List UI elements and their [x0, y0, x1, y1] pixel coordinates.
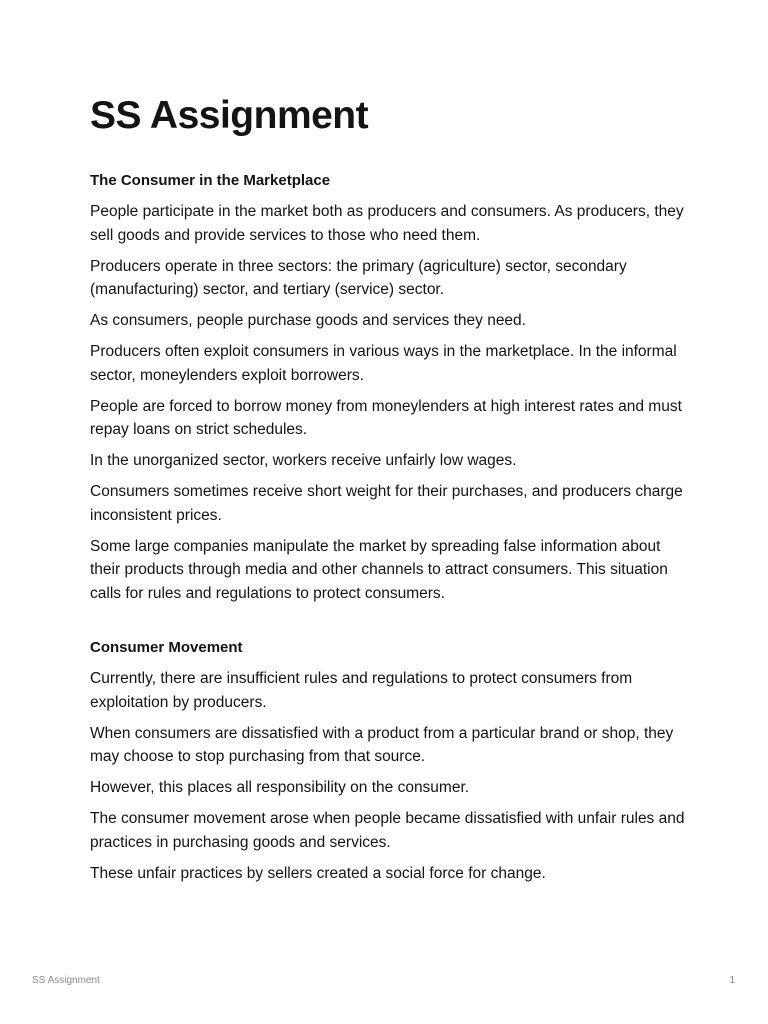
section-heading: The Consumer in the Marketplace	[90, 172, 331, 189]
page-title: SS Assignment	[90, 94, 369, 137]
paragraph: The consumer movement arose when people became dissatisfied with unfair rules and practices in purchasing goods and services.	[90, 810, 685, 851]
section-consumer-in-marketplace	[90, 170, 690, 605]
document-body	[90, 92, 690, 893]
section-heading: Consumer Movement	[90, 639, 243, 656]
paragraph: Producers often exploit consumers in various ways in the marketplace. In the informal sector, moneylenders exploit borrowers.	[90, 343, 677, 384]
paragraph: These unfair practices by sellers created a social force for change.	[90, 864, 546, 882]
paragraph: People are forced to borrow money from moneylenders at high interest rates and must repay loans on strict schedules.	[90, 397, 682, 438]
paragraph: Some large companies manipulate the market by spreading false information about their products through media and other channels to attract consumers. This situation calls for rules and regulations to protect consumers.	[90, 537, 668, 602]
footer-doc-name: SS Assignment	[32, 975, 100, 986]
paragraph: When consumers are dissatisfied with a product from a particular brand or shop, they may choose to stop purchasing from that source.	[90, 724, 674, 765]
paragraph: People participate in the market both as producers and consumers. As producers, they sell goods and provide services to those who need them.	[90, 203, 684, 244]
footer-page-number: 1	[729, 975, 735, 986]
paragraph: Consumers sometimes receive short weight for their purchases, and producers charge inconsistent prices.	[90, 483, 683, 524]
paragraph: As consumers, people purchase goods and services they need.	[90, 312, 526, 329]
paragraph: However, this places all responsibility on the consumer.	[90, 779, 470, 796]
section-consumer-movement	[90, 637, 690, 885]
paragraph: In the unorganized sector, workers receive unfairly low wages.	[90, 452, 517, 469]
paragraph: Currently, there are insufficient rules and regulations to protect consumers from exploitation by producers.	[90, 670, 633, 711]
paragraph: Producers operate in three sectors: the primary (agriculture) sector, secondary (manufacturing) sector, and tertiary (service) sector.	[90, 257, 627, 298]
